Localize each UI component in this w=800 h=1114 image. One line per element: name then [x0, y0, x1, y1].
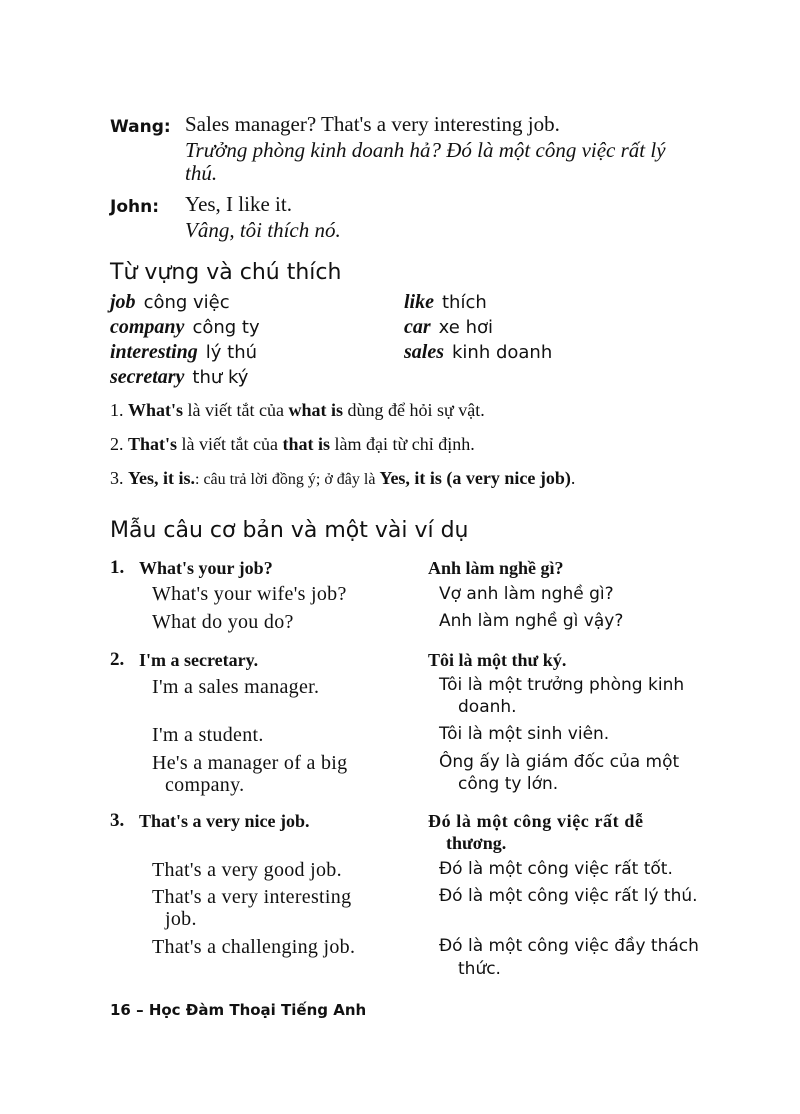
pattern-english: I'm a secretary. [139, 650, 259, 670]
example-vietnamese: Tôi là một sinh viên. [439, 724, 610, 744]
dialogue-vietnamese: Vâng, tôi thích nó. [185, 218, 341, 242]
note-term: that is [282, 434, 330, 454]
example-vietnamese: Vợ anh làm nghề gì? [439, 584, 614, 604]
pattern-number: 3. [110, 810, 125, 831]
vocab-item [404, 341, 552, 364]
note-text: dùng để hỏi sự vật. [342, 400, 485, 420]
vocab-term: job [110, 291, 136, 313]
note-term: What's [128, 400, 184, 420]
note-text: là viết tắt của [177, 434, 283, 454]
example-english: I'm a student. [152, 724, 264, 746]
example-vietnamese: thức. [458, 959, 501, 979]
vocab-term: sales [404, 341, 444, 363]
note-term: Yes, it is (a very nice job) [379, 468, 571, 488]
example-vietnamese: Ông ấy là giám đốc của một [439, 752, 680, 772]
vocab-term: car [404, 316, 431, 338]
example-english: What do you do? [152, 611, 294, 633]
example-vietnamese: Đó là một công việc rất lý thú. [439, 886, 698, 906]
pattern-english: What's your job? [139, 558, 273, 578]
vocab-item [110, 341, 257, 364]
dialogue-vietnamese: Trưởng phòng kinh doanh hả? Đó là một công việc rất lý [185, 138, 666, 162]
example-english: I'm a sales manager. [152, 676, 320, 698]
example-english: company. [165, 774, 245, 796]
vocab-meaning: công việc [143, 292, 230, 313]
note-number: 3. [110, 468, 124, 488]
example-vietnamese: doanh. [458, 697, 517, 717]
vocab-item [110, 366, 248, 389]
vocab-meaning: thích [442, 292, 487, 313]
vocab-meaning: lý thú [205, 342, 258, 363]
note-item [110, 434, 475, 455]
pattern-vietnamese: thương. [446, 833, 507, 853]
note-term: Yes, it is. [128, 468, 195, 488]
pattern-number: 2. [110, 649, 125, 670]
vocab-item [404, 316, 493, 339]
vocab-meaning: thư ký [192, 367, 249, 388]
example-english: job. [165, 908, 197, 930]
vocab-item [110, 316, 260, 339]
note-term: what is [288, 400, 343, 420]
vocab-term: secretary [110, 366, 185, 388]
example-vietnamese: Anh làm nghề gì vậy? [439, 611, 624, 631]
vocab-term: interesting [110, 341, 198, 363]
example-english: He's a manager of a big [152, 752, 348, 774]
vocab-meaning: kinh doanh [452, 342, 553, 363]
example-vietnamese: Tôi là một trưởng phòng kinh [439, 675, 685, 695]
speaker-label: Wang: [110, 117, 171, 137]
vocab-term: like [404, 291, 434, 313]
note-number: 1. [110, 400, 124, 420]
note-text: : câu trả lời đồng ý; ở đây là [195, 471, 380, 488]
note-text: là viết tắt của [183, 400, 289, 420]
example-english: That's a challenging job. [152, 936, 356, 958]
vocab-term: company [110, 316, 185, 338]
section-heading-vocabulary: Từ vựng và chú thích [110, 260, 342, 285]
example-english: That's a very good job. [152, 859, 342, 881]
vocab-item [110, 291, 230, 314]
note-item [110, 400, 485, 421]
note-number: 2. [110, 434, 124, 454]
example-english: That's a very interesting [152, 886, 352, 908]
dialogue-english: Yes, I like it. [185, 192, 292, 216]
section-heading-patterns: Mẫu câu cơ bản và một vài ví dụ [110, 518, 469, 543]
vocab-meaning: xe hơi [438, 317, 493, 338]
page-footer: 16 – Học Đàm Thoại Tiếng Anh [110, 1001, 367, 1019]
pattern-number: 1. [110, 557, 125, 578]
note-text: làm đại từ chỉ định. [330, 434, 475, 454]
example-vietnamese: Đó là một công việc rất tốt. [439, 859, 673, 879]
example-vietnamese: Đó là một công việc đầy thách [439, 936, 699, 956]
example-english: What's your wife's job? [152, 583, 347, 605]
vocab-meaning: công ty [192, 317, 260, 338]
dialogue-vietnamese: thú. [185, 161, 218, 185]
vocab-item [404, 291, 487, 314]
example-vietnamese: công ty lớn. [458, 774, 559, 794]
pattern-vietnamese: Tôi là một thư ký. [428, 650, 567, 670]
note-item [110, 468, 575, 489]
pattern-vietnamese: Anh làm nghề gì? [428, 558, 564, 578]
pattern-vietnamese: Đó là một công việc rất dễ [428, 811, 644, 831]
dialogue-english: Sales manager? That's a very interesting job. [185, 112, 560, 136]
pattern-english: That's a very nice job. [139, 811, 310, 831]
speaker-label: John: [110, 197, 160, 217]
note-text: . [570, 468, 576, 488]
note-term: That's [128, 434, 178, 454]
